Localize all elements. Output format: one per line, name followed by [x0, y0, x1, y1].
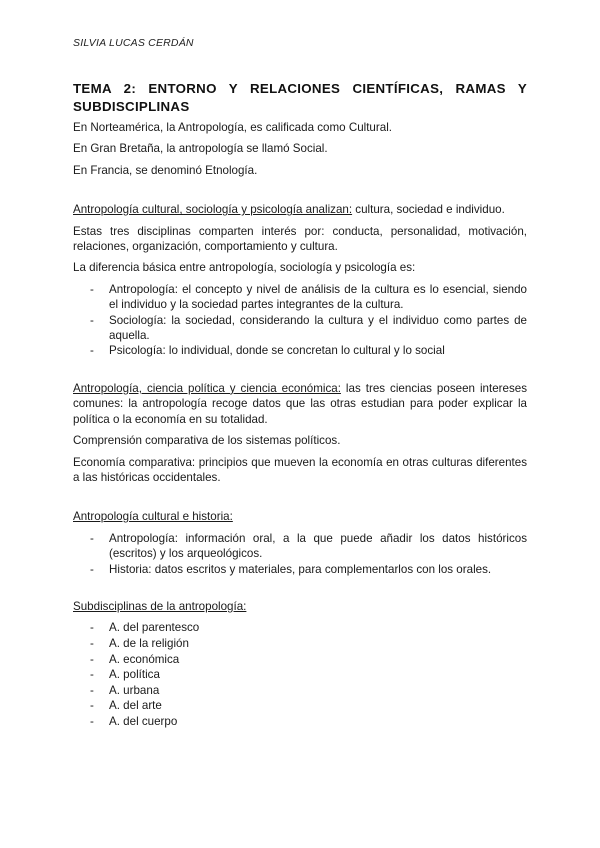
page-title-line-1: TEMA 2: ENTORNO Y RELACIONES CIENTÍFICAS, RAMAS Y — [73, 81, 527, 96]
list-item — [73, 636, 527, 652]
section-4-heading: Subdisciplinas de la antropología: — [73, 599, 247, 613]
section-3-list — [73, 531, 527, 577]
section-3-heading: Antropología cultural e historia: — [73, 510, 233, 524]
list-item-text: A. del cuerpo — [109, 714, 178, 728]
section-1-list — [73, 282, 527, 359]
list-item — [73, 667, 527, 683]
list-dash-marker: - — [90, 668, 94, 682]
list-item — [73, 343, 527, 358]
list-item — [73, 652, 527, 668]
section-1-intro — [73, 202, 527, 217]
list-dash-marker: - — [90, 636, 94, 650]
document-body — [73, 80, 527, 734]
section-2-paragraph-2: Economía comparativa: principios que mueven la economía en otras culturas diferentes a las históricas occidentales. — [73, 455, 527, 484]
section-2-intro — [73, 381, 527, 427]
list-item-text: Antropología: el concepto y nivel de análisis de la cultura es lo esencial, siendo el individuo y la sociedad partes integrantes de la cultura. — [109, 282, 527, 312]
list-item — [73, 313, 527, 344]
list-dash-marker: - — [90, 621, 94, 635]
page-title-line-2: SUBDISCIPLINAS — [73, 98, 190, 114]
intro-paragraph-1: En Norteamérica, la Antropología, es calificada como Cultural. — [73, 121, 392, 134]
list-item-text: Psicología: lo individual, donde se concretan lo cultural y lo social — [109, 344, 445, 358]
list-item-text: A. del parentesco — [109, 621, 200, 635]
list-item — [73, 562, 527, 577]
list-item-text: Historia: datos escritos y materiales, para complementarlos con los orales. — [109, 562, 492, 576]
list-item — [73, 683, 527, 699]
list-item-text: A. de la religión — [109, 636, 189, 650]
list-item — [73, 531, 527, 562]
section-1-heading-rest: cultura, sociedad e individuo. — [352, 203, 505, 217]
section-1-paragraph-2: La diferencia básica entre antropología, sociología y psicología es: — [73, 261, 416, 275]
list-item-text: A. del arte — [109, 699, 162, 713]
section-4-list — [73, 620, 527, 729]
list-dash-marker: - — [90, 714, 94, 728]
list-item — [73, 282, 527, 313]
list-item-text: A. política — [109, 668, 160, 682]
section-2-paragraph-1: Comprensión comparativa de los sistemas políticos. — [73, 434, 341, 448]
list-dash-marker: - — [90, 282, 94, 296]
section-1-heading: Antropología cultural, sociología y psicología analizan: — [73, 203, 353, 217]
section-1-paragraph-1: Estas tres disciplinas comparten interés por: conducta, personalidad, motivación, relaciones, organización, comportamiento y cultura. — [73, 224, 527, 254]
intro-paragraph-2: En Gran Bretaña, la antropología se llamó Social. — [73, 142, 328, 156]
section-3-heading-paragraph — [73, 509, 527, 524]
list-dash-marker: - — [90, 313, 94, 327]
list-dash-marker: - — [90, 531, 94, 545]
list-dash-marker: - — [90, 562, 94, 576]
list-item-text: Sociología: la sociedad, considerando la cultura y el individuo como partes de aquella. — [109, 313, 527, 343]
list-item-text: Antropología: información oral, a la que puede añadir los datos históricos (escritos) y los arqueológicos. — [109, 531, 527, 561]
running-header-author: SILVIA LUCAS CERDÁN — [73, 37, 194, 49]
list-item-text: A. urbana — [109, 683, 160, 697]
section-4-heading-paragraph — [73, 599, 527, 614]
list-dash-marker: - — [90, 683, 94, 697]
list-dash-marker: - — [90, 699, 94, 713]
list-item — [73, 698, 527, 714]
intro-paragraph-3: En Francia, se denominó Etnología. — [73, 163, 258, 177]
list-dash-marker: - — [90, 652, 94, 666]
list-dash-marker: - — [90, 344, 94, 358]
section-2-heading-rest: las tres ciencias poseen intereses comunes: la antropología recoge datos que las otras estudian para poder explicar la política o la economía en su totalidad. — [73, 381, 528, 426]
list-item-text: A. económica — [109, 652, 180, 666]
list-item — [73, 620, 527, 636]
list-item — [73, 714, 527, 730]
section-2-heading: Antropología, ciencia política y ciencia económica: — [73, 381, 341, 395]
page-title — [73, 80, 527, 115]
